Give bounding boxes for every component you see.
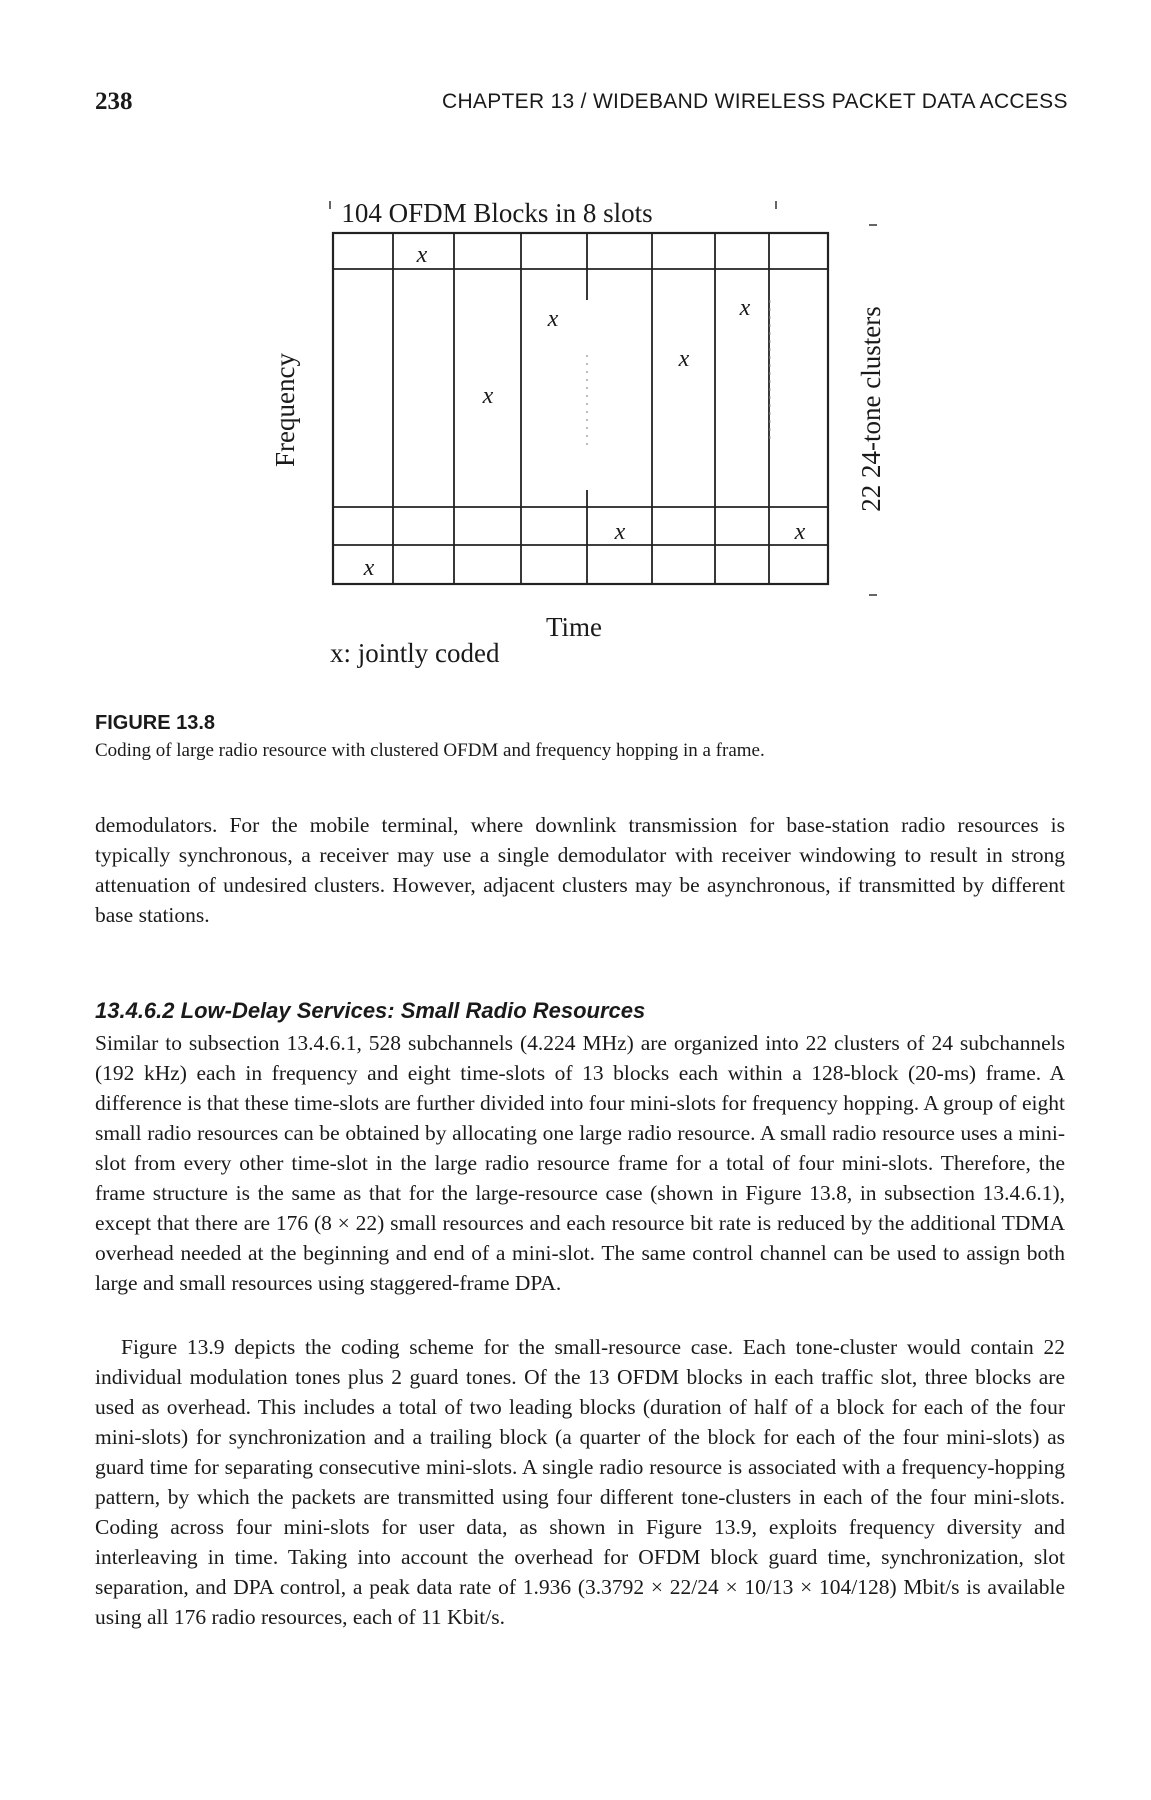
y-axis-label: Frequency [270, 353, 300, 467]
section-heading: 13.4.6.2 Low-Delay Services: Small Radio Resources [95, 998, 646, 1023]
figure-caption: Coding of large radio resource with clustered OFDM and frequency hopping in a frame. [95, 740, 765, 761]
running-head: CHAPTER 13 / WIDEBAND WIRELESS PACKET DATA ACCESS [442, 90, 1068, 113]
x-mark: x [739, 295, 751, 321]
figure-label: FIGURE 13.8 [95, 712, 216, 734]
x-axis-label: Time [545, 612, 603, 642]
x-mark: x [416, 242, 428, 268]
grid-frame [333, 233, 828, 584]
x-mark: x [482, 383, 494, 409]
x-mark: x [363, 555, 375, 581]
x-mark: x [614, 519, 626, 545]
figure-13-8-diagram [0, 0, 1151, 700]
legend-text: x: jointly coded [330, 638, 500, 668]
page-number: 238 [95, 88, 133, 115]
body-paragraph: demodulators. For the mobile terminal, where downlink transmission for base-station radio resources is typically synchronous, a receiver may use a single demodulator with receiver windowing to result in strong attenuation of undesired clusters. However, adjacent clusters may be asynchronous, if transmitted by different base stations. [95, 813, 1065, 927]
x-mark: x [794, 519, 806, 545]
body-paragraph: Figure 13.9 depicts the coding scheme for the small-resource case. Each tone-cluster would contain 22 individual modulation tones plus 2 guard tones. Of the 13 OFDM blocks in each traffic slot, three blocks are used as overhead. This includes a total of two leading blocks (duration of half of a block for each of the four mini-slots) for synchronization and a trailing block (a quarter of the block for each of the four mini-slots) as guard time for separating consecutive mini-slots. A single radio resource is associated with a frequency-hopping pattern, by which the packets are transmitted using four different tone-clusters in each of the four mini-slots. Coding across four mini-slots for user data, as shown in Figure 13.9, exploits frequency diversity and interleaving in time. Taking into account the overhead for OFDM block guard time, synchronization, slot separation, and DPA control, a peak data rate of 1.936 (3.3792 × 22/24 × 10/13 × 104/128) Mbit/s is available using all 176 radio resources, each of 11 Kbit/s. [95, 1335, 1065, 1629]
diagram-top-label: 104 OFDM Blocks in 8 slots [341, 198, 653, 228]
x-mark: x [547, 306, 559, 332]
x-mark: x [678, 346, 690, 372]
right-axis-label: 22 24-tone clusters [856, 306, 886, 512]
body-paragraph: Similar to subsection 13.4.6.1, 528 subchannels (4.224 MHz) are organized into 22 clusters of 24 subchannels (192 kHz) each in frequency and eight time-slots of 13 blocks each within a 128-block (20-ms) frame. A difference is that these time-slots are further divided into four mini-slots for frequency hopping. A group of eight small radio resources can be obtained by allocating one large radio resource. A small radio resource uses a mini-slot from every other time-slot in the large radio resource frame for a total of four mini-slots. Therefore, the frame structure is the same as that for the large-resource case (shown in Figure 13.8, in subsection 13.4.6.1), except that there are 176 (8 × 22) small resources and each resource bit rate is reduced by the additional TDMA overhead needed at the beginning and end of a mini-slot. The same control channel can be used to assign both large and small resources using staggered-frame DPA. [95, 1031, 1065, 1295]
